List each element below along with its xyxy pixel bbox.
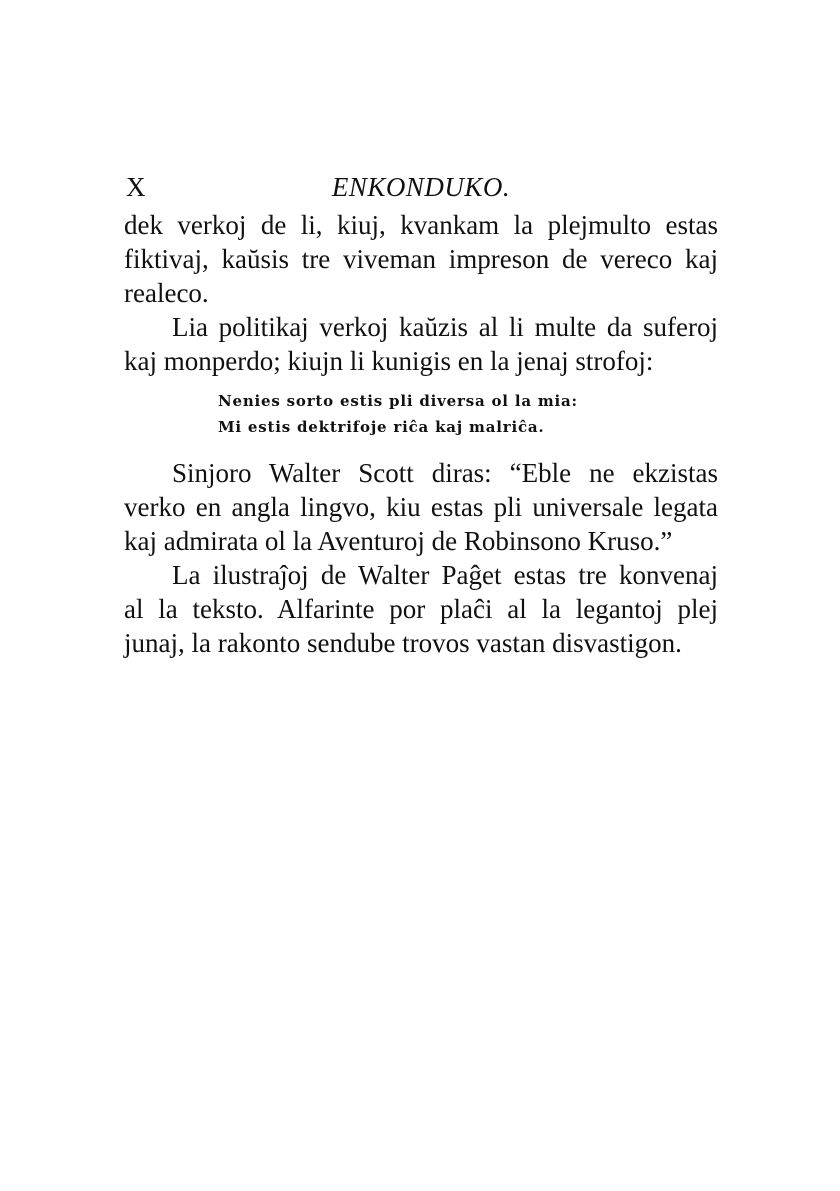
text-line: fiktivaj, kaŭsis tre viveman impreson de vereco kaj: [124, 244, 718, 274]
text-line: realeco.: [124, 278, 209, 308]
text-line: junaj, la rakonto sendube trovos vastan disvastigon.: [124, 628, 682, 658]
text-line: verko en angla lingvo, kiu estas pli universale legata: [124, 492, 718, 522]
text-line: kaj monperdo; kiujn li kunigis en la jenaj strofoj:: [124, 346, 654, 376]
paragraph-2: [124, 310, 718, 378]
paragraph-3: [124, 456, 718, 558]
text-line: Sinjoro Walter Scott diras: “Eble ne ekzistas: [172, 458, 718, 488]
body-text: [124, 208, 718, 660]
text-line: Lia politikaj verkoj kaŭzis al li multe da suferoj: [172, 312, 718, 342]
page-header: [124, 170, 718, 206]
running-title: ENKONDUKO.: [331, 172, 511, 202]
text-line: kaj admirata ol la Aventuroj de Robinsono Kruso.”: [124, 526, 673, 556]
paragraph-4: [124, 558, 718, 660]
verse-line: Nenies sorto estis pli diversa ol la mia:: [218, 392, 578, 410]
text-line: al la teksto. Alfarinte por plaĉi al la legantoj plej: [124, 594, 718, 624]
verse-quote: [124, 388, 718, 440]
text-line: La ilustraĵoj de Walter Paĝet estas tre konvenaj: [172, 560, 718, 590]
text-line: dek verkoj de li, kiuj, kvankam la plejmulto estas: [124, 210, 718, 240]
page-number: X: [126, 172, 146, 202]
verse-line: Mi estis dektrifoje riĉa kaj malriĉa.: [218, 418, 545, 436]
paragraph-1: [124, 208, 718, 310]
